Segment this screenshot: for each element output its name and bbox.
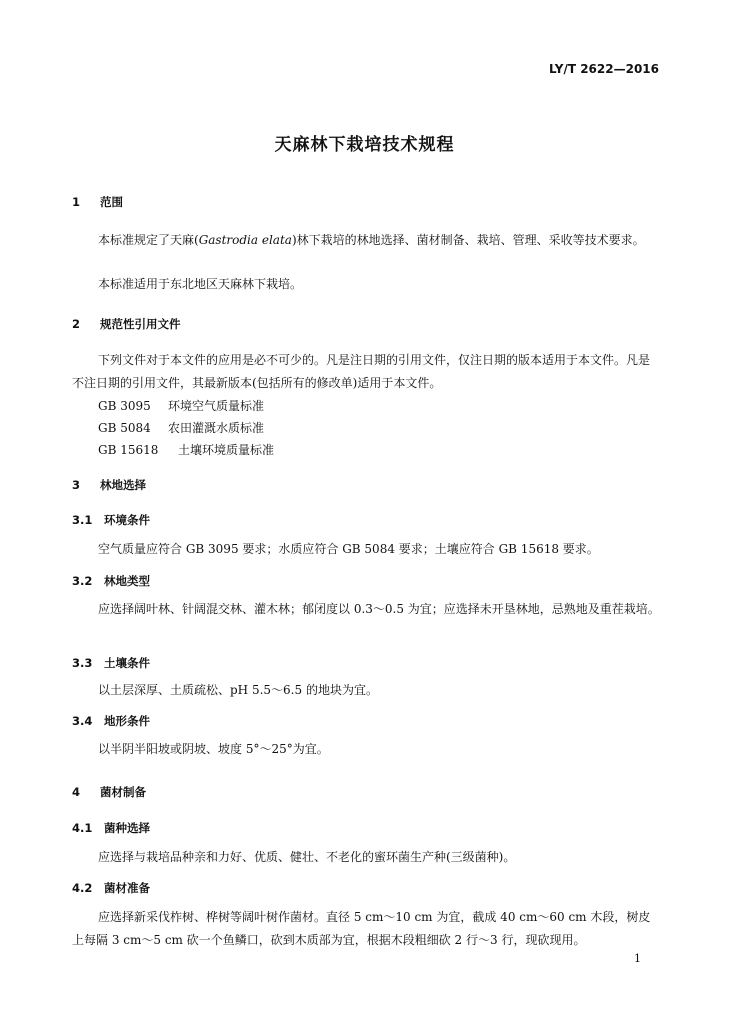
subsection-4-2-heading [72,880,150,896]
section-number: 3.2 [72,574,93,588]
reference-item [98,441,274,458]
subsection-3-2-heading [72,573,150,589]
section-number: 2 [72,317,81,331]
subsection-4-1-heading [72,820,150,836]
soil-paragraph: 以土层深厚、土质疏松、pH 5.5～6.5 的地块为宜。 [98,683,378,697]
section-number: 3.3 [72,656,93,670]
standard-code: LY/T 2622—2016 [548,62,659,76]
subsection-3-3-heading [72,655,150,671]
reference-item [98,419,264,436]
section-title: 环境条件 [104,513,150,527]
reference-name: 环境空气质量标准 [168,399,265,413]
section-number: 3.1 [72,513,93,527]
subsection-3-4-heading [72,713,150,729]
strain-selection-paragraph: 应选择与栽培品种亲和力好、优质、健壮、不老化的蜜环菌生产种(三级菌种)。 [98,850,516,864]
section-number: 4.2 [72,881,93,895]
reference-name: 土壤环境质量标准 [178,443,275,457]
section-number: 4 [72,785,81,799]
reference-code: GB 3095 [98,399,151,413]
section-title: 规范性引用文件 [100,317,181,331]
scope-paragraph-2: 本标准适用于东北地区天麻林下栽培。 [98,277,303,291]
page-number: 1 [634,952,641,965]
text-run: 本标准规定了天麻( [98,233,199,247]
section-title: 地形条件 [104,714,150,728]
section-title: 菌材制备 [100,785,146,799]
section-3-heading [72,477,146,493]
terrain-paragraph: 以半阴半阳坡或阴坡、坡度 5°～25°为宜。 [98,742,329,756]
section-title: 林地类型 [104,574,150,588]
reference-item [98,397,264,414]
section-number: 3 [72,478,81,492]
reference-code: GB 5084 [98,421,151,435]
section-title: 范围 [100,195,123,209]
section-title: 林地选择 [100,478,146,492]
section-number: 1 [72,195,81,209]
material-preparation-paragraph: 应选择新采伐柞树、桦树等阔叶树作菌材。直径 5 cm～10 cm 为宜，截成 40 cm～60 cm 木段，树皮上每隔 3 cm～5 cm 砍一个鱼鳞口，砍到木质部为宜，根据木段粗细砍 2 行～3 行，现砍现用。 [72,910,651,947]
section-title: 菌材准备 [104,881,150,895]
section-title: 菌种选择 [104,821,150,835]
references-intro-paragraph: 下列文件对于本文件的应用是必不可少的。凡是注日期的引用文件，仅注日期的版本适用于本文件。凡是不注日期的引用文件，其最新版本(包括所有的修改单)适用于本文件。 [72,353,651,390]
environment-paragraph: 空气质量应符合 GB 3095 要求；水质应符合 GB 5084 要求；土壤应符合 GB 15618 要求。 [98,542,599,556]
document-title: 天麻林下栽培技术规程 [274,135,455,155]
forest-type-paragraph: 应选择阔叶林、针阔混交林、灌木林；郁闭度以 0.3～0.5 为宜；应选择未开垦林地，忌熟地及重茬栽培。 [98,602,660,616]
text-run: )林下栽培的林地选择、菌材制备、栽培、管理、采收等技术要求。 [291,233,645,247]
reference-name: 农田灌溉水质标准 [168,421,265,435]
section-number: 4.1 [72,821,93,835]
scope-paragraph-1 [72,229,660,252]
section-4-heading [72,784,146,800]
reference-code: GB 15618 [98,443,159,457]
latin-name: Gastrodia elata [198,233,292,247]
section-number: 3.4 [72,714,93,728]
section-1-heading [72,194,123,210]
section-2-heading [72,316,181,332]
section-title: 土壤条件 [104,656,150,670]
subsection-3-1-heading [72,512,150,528]
